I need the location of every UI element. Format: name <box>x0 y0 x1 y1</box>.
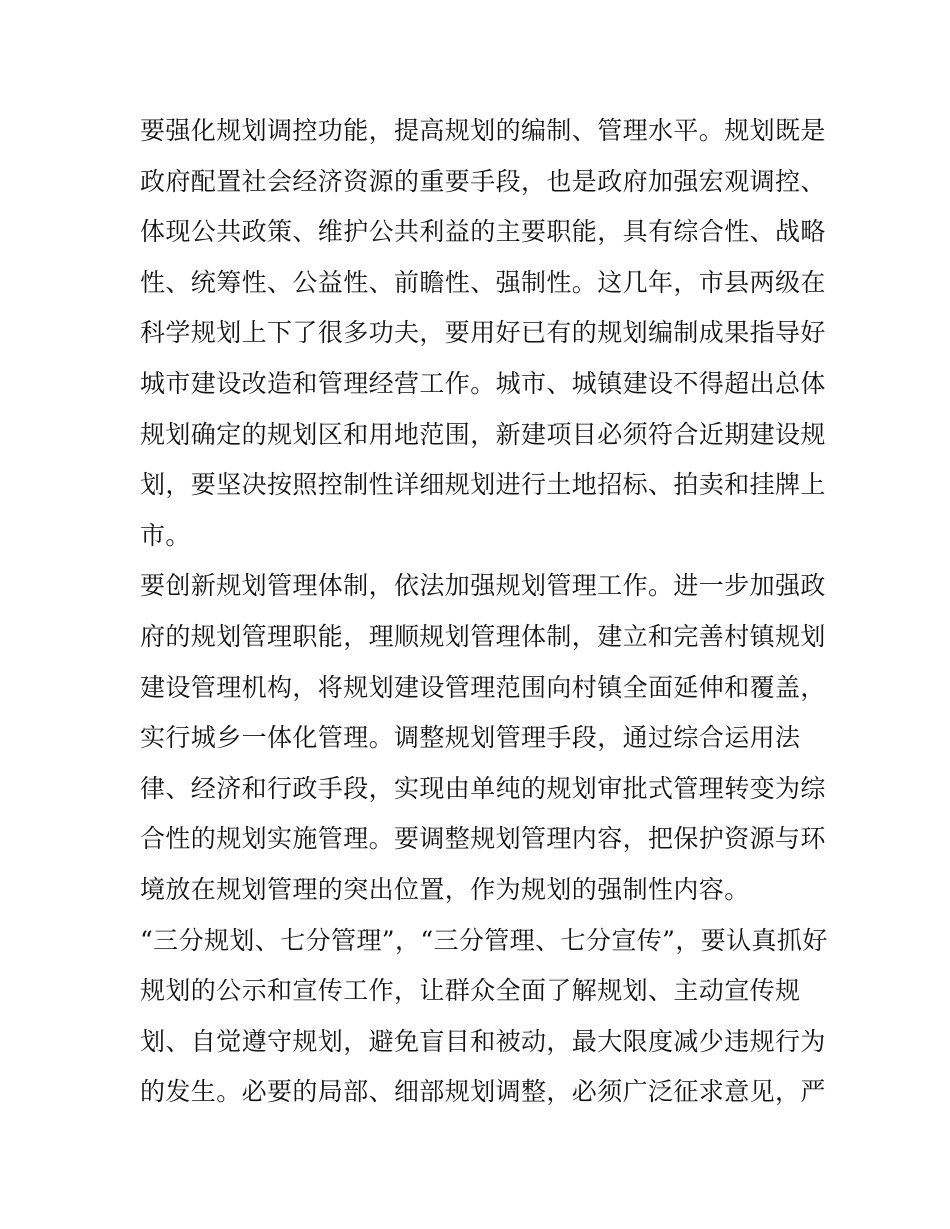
text-line: 科学规划上下了很多功夫，要用好已有的规划编制成果指导好 <box>140 318 826 348</box>
text-line: 体现公共政策、维护公共利益的主要职能，具有综合性、战略 <box>140 217 826 247</box>
text-line: 要强化规划调控功能，提高规划的编制、管理水平。规划既是 <box>140 116 826 145</box>
text-line: 城市建设改造和管理经营工作。城市、城镇建设不得超出总体 <box>140 368 826 398</box>
text-line: 境放在规划管理的突出位置，作为规划的强制性内容。 <box>140 874 750 904</box>
text-line: 建设管理机构，将规划建设管理范围向村镇全面延伸和覆盖， <box>140 672 826 702</box>
text-line: 性、统筹性、公益性、前瞻性、强制性。这几年，市县两级在 <box>140 267 826 297</box>
text-line: 市。 <box>140 520 191 550</box>
body-text <box>140 106 830 1118</box>
text-line: 实行城乡一体化管理。调整规划管理手段，通过综合运用法 <box>140 723 801 753</box>
text-line: 规划确定的规划区和用地范围，新建项目必须符合近期建设规 <box>140 419 826 449</box>
text-line: 政府配置社会经济资源的重要手段，也是政府加强宏观调控、 <box>140 166 826 196</box>
text-line: 要创新规划管理体制，依法加强规划管理工作。进一步加强政 <box>140 571 826 601</box>
text-line: 规划的公示和宣传工作，让群众全面了解规划、主动宣传规 <box>140 976 801 1006</box>
text-line: 划，要坚决按照控制性详细规划进行土地招标、拍卖和挂牌上 <box>140 470 826 500</box>
text-line: 府的规划管理职能，理顺规划管理体制，建立和完善村镇规划 <box>140 621 826 651</box>
text-line: 合性的规划实施管理。要调整规划管理内容，把保护资源与环 <box>140 824 826 854</box>
text-line: 划、自觉遵守规划，避免盲目和被动，最大限度减少违规行为 <box>140 1026 826 1056</box>
text-line: 律、经济和行政手段，实现由单纯的规划审批式管理转变为综 <box>140 773 826 803</box>
text-line: 的发生。必要的局部、细部规划调整，必须广泛征求意见，严 <box>140 1077 826 1107</box>
text-line: “三分规划、七分管理”，“三分管理、七分宣传”，要认真抓好 <box>140 925 828 955</box>
